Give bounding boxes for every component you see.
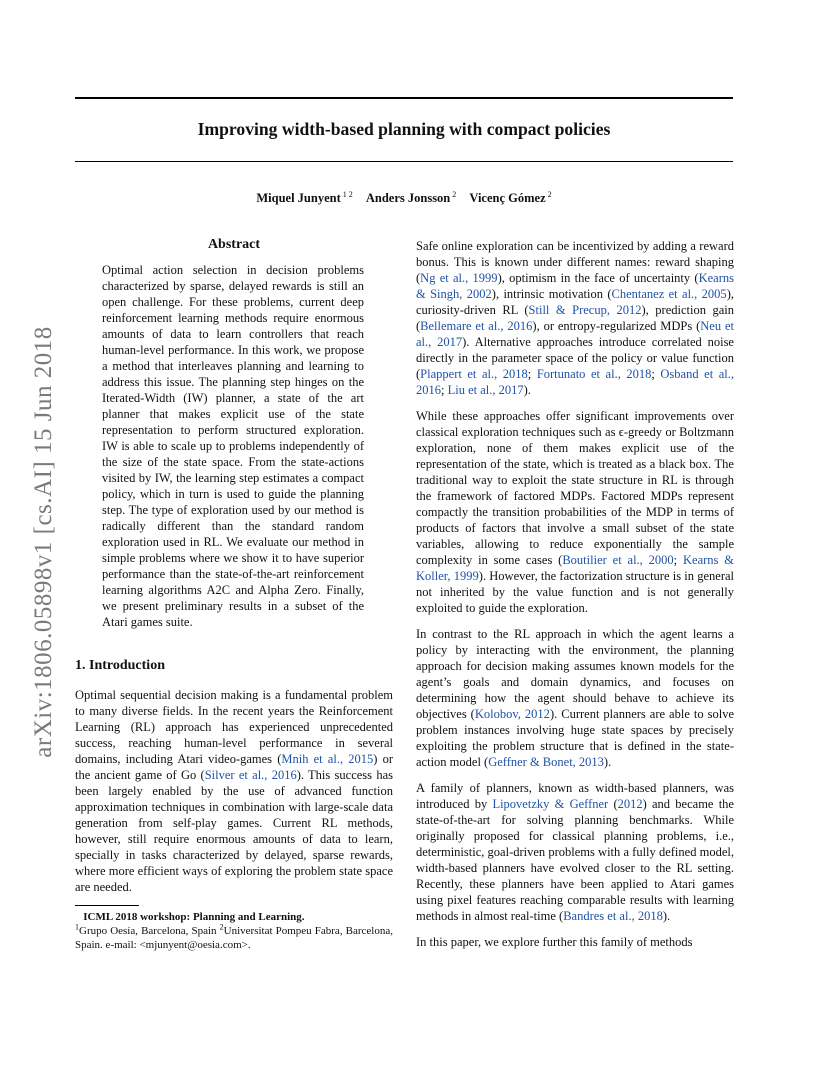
paragraph-text: (: [608, 797, 618, 811]
right-column: [416, 238, 734, 960]
author-2: [366, 191, 456, 205]
paragraph-text: ).: [523, 383, 531, 397]
footnote-divider: [75, 905, 139, 906]
citation-link[interactable]: Neu et al., 2017: [416, 319, 734, 349]
body-paragraph-1: [416, 238, 734, 398]
author-affiliation-mark: 2: [452, 189, 457, 199]
author-name: Miquel Junyent: [256, 191, 341, 205]
title-top-rule: [75, 97, 733, 99]
citation-link[interactable]: Kearns & Koller, 1999: [416, 553, 735, 583]
citation-link[interactable]: Ng et al., 1999: [420, 271, 498, 285]
citation-link[interactable]: Mnih et al., 2015: [281, 752, 374, 766]
citation-link[interactable]: Boutilier et al., 2000: [562, 553, 674, 567]
citation-link[interactable]: Lipovetzky & Geffner: [492, 797, 609, 811]
paragraph-text: ;: [651, 367, 661, 381]
paragraph-text: A family of planners, known as width-based planners, was introduced by: [416, 781, 734, 811]
paragraph-text: ), intrinsic motivation (: [491, 287, 612, 301]
paragraph-text: Optimal sequential decision making is a fundamental problem to many diverse fields. In the recent years the Reinforcement Learning (RL) approach has experienced unprecedented success, reaching human-level performance in several domains, including Atari video-games (: [75, 688, 393, 766]
citation-link[interactable]: Liu et al., 2017: [447, 383, 524, 397]
paragraph-text: ;: [673, 553, 684, 567]
citation-link[interactable]: Kolobov, 2012: [474, 707, 550, 721]
author-affiliation-mark: 2: [547, 189, 552, 199]
paragraph-text: ). Alternative approaches introduce correlated noise directly in the parameter space of the policy or value function (: [416, 335, 734, 381]
left-column: [75, 236, 393, 952]
citation-link[interactable]: Bandres et al., 2018: [563, 909, 663, 923]
abstract-heading: Abstract: [207, 237, 261, 252]
citation-link[interactable]: Plappert et al., 2018: [420, 367, 528, 381]
paragraph-text: While these approaches offer significant improvements over classical exploration techniques such as ϵ-greedy or Boltzmann exploration, none of them makes explicit use of the representation of the state, which is treated as a black box. The traditional way to exploit the state structure in RL is through the framework of factored MDPs. Factored MDPs represent compactly the transition probabilities of the MDP in terms of products of factors that involve a small subset of the state variables, allowing to reduce exponentially the sample complexity in some cases (: [416, 409, 734, 567]
body-paragraph-5: [416, 934, 734, 950]
abstract-text: Optimal action selection in decision problems characterized by sparse, delayed rewards is still an open challenge. For these problems, current deep reinforcement learning methods require enormous amounts of data to learn controllers that reach human-level performance. In this work, we propose a method that interleaves planning and learning to address this issue. The planning step hinges on the Iterated-Width (IW) planner, a state of the art planner that makes explicit use of the state representation to perform structured exploration. IW is able to scale up to problems independently of the size of the state space. From the state-actions visited by IW, the learning step estimates a compact policy, which in turn is used to guide the planning step. The type of exploration used by our method is radically different than the standard random exploration used in RL. We evaluate our method in simple problems where we show it to have superior performance than the state-of-the-art reinforcement learning algorithms A2C and Alpha Zero. Finally, we present preliminary results in a subset of the Atari games suite.: [102, 263, 364, 629]
author-name: Vicenç Gómez: [469, 191, 546, 205]
citation-link[interactable]: Fortunato et al., 2018: [536, 367, 652, 381]
author-3: [469, 191, 551, 205]
paragraph-text: In this paper, we explore further this family of methods: [416, 935, 693, 949]
citation-link[interactable]: 2012: [617, 797, 643, 811]
paragraph-text: ). However, the factorization structure is in general not inherited by the value function and is not generally exploited to guide the exploration.: [416, 569, 734, 615]
body-paragraph-3: [416, 626, 734, 770]
paragraph-text: ).: [603, 755, 612, 769]
paragraph-text: ;: [527, 367, 537, 381]
body-paragraph-4: [416, 780, 734, 924]
paragraph-text: ). This success has been largely enabled by the use of advanced function approximation techniques in combination with large-scale data generation from self-play games. Current RL methods, however, still require enormous amounts of data to learn, specially in tasks characterized by delayed, sparse rewards, where more efficient ways of exploring the problem state space are needed.: [75, 768, 393, 894]
author-list: [75, 191, 733, 206]
paragraph-text: In contrast to the RL approach in which the agent learns a policy by interacting with the environment, the planning approach for decision making assumes known models for the agent’s goals and domain dynamics, and focuses on determining how the agent should behave to achieve its objectives (: [416, 627, 734, 721]
paragraph-text: ) or the ancient game of Go (: [75, 752, 393, 782]
paragraph-text: ), or entropy-regularized MDPs (: [532, 319, 701, 333]
title-bottom-rule: [75, 161, 733, 162]
intro-paragraph-1: [75, 687, 393, 895]
footnote-affiliations: $^1$Grupo Oesía, Barcelona, Spain $^2$Universitat Pompeu Fabra, Barcelona, Spain. e-mail: <mjunyent@oesia.com>.: [75, 922, 393, 951]
citation-link[interactable]: Silver et al., 2016: [204, 768, 297, 782]
paper-title: Improving width-based planning with compact policies: [197, 119, 611, 139]
author-name: Anders Jonsson: [365, 191, 451, 205]
citation-link[interactable]: Geffner & Bonet, 2013: [488, 755, 604, 769]
citation-link[interactable]: Chentanez et al., 2005: [611, 287, 727, 301]
citation-link[interactable]: Kearns & Singh, 2002: [416, 271, 734, 301]
paragraph-text: ). Current planners are able to solve problem instances involving huge state spaces by precisely exploiting the problem structure that is defined in the state-action model (: [416, 707, 734, 769]
footnote-venue: ICML 2018 workshop: Planning and Learning.: [83, 911, 305, 923]
paragraph-text: ), curiosity-driven RL (: [416, 287, 734, 317]
paragraph-text: Safe online exploration can be incentivized by adding a reward bonus. This is known under different names: reward shaping (: [416, 239, 734, 285]
footnote: [75, 910, 393, 952]
author-1: [256, 191, 352, 205]
citation-link[interactable]: Bellemare et al., 2016: [420, 319, 533, 333]
body-paragraph-2: [416, 408, 734, 616]
citation-link[interactable]: Osband et al., 2016: [416, 367, 734, 397]
citation-link[interactable]: Still & Precup, 2012: [528, 303, 642, 317]
paragraph-text: ;: [441, 383, 448, 397]
arxiv-identifier: arXiv:1806.05898v1 [cs.AI] 15 Jun 2018: [30, 326, 57, 758]
author-affiliation-mark: 1 2: [342, 189, 353, 199]
paragraph-text: ), prediction gain (: [416, 303, 734, 333]
abstract-body: [102, 262, 364, 630]
paragraph-text: ), optimism in the face of uncertainty (: [497, 271, 699, 285]
paragraph-text: ).: [662, 909, 671, 923]
section-heading-introduction: 1. Introduction: [75, 658, 165, 673]
paragraph-text: ) and became the state-of-the-art for solving planning benchmarks. While originally proposed for classical planning problems, i.e., deterministic, goal-driven problems with a fully defined model, width-based planners have evolved closer to the RL setting. Recently, these planners have been applied to Atari games using pixel features reaching comparable results with learning methods in almost real-time (: [416, 797, 734, 923]
